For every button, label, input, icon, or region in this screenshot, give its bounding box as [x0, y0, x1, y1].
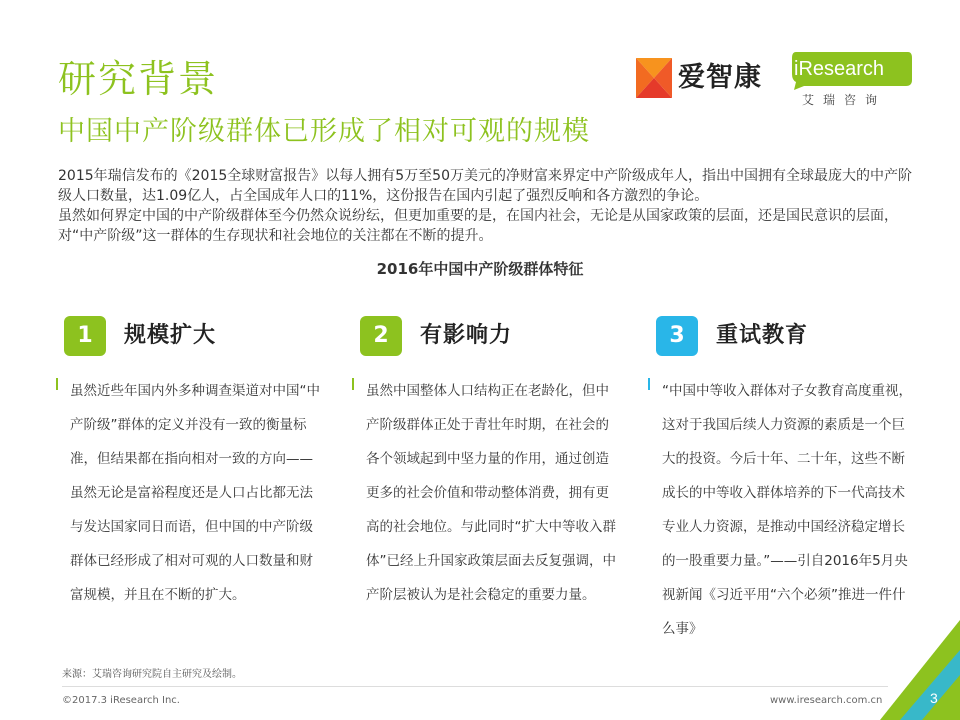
page-subtitle: 中国中产阶级群体已形成了相对可观的规模 — [58, 116, 590, 147]
feature-label: 规模扩大 — [124, 323, 217, 348]
aizhikang-logo-text: 爱智康 — [678, 62, 762, 93]
feature-description: “中国中等收入群体对子女教育高度重视，这对于我国后续人力资源的素质是一个巨大的投资。今后十年、二十年，这些不断成长的中等收入群体培养的下一代高技术专业人力资源，是推动中国经济稳定增长的一股重要力量。”——引自2016年5月央视新闻《习近平用“六个必须”推进一件什么事》 — [662, 383, 912, 637]
intro-paragraph-1: 2015年瑞信发布的《2015全球财富报告》以每人拥有5万至50万美元的净财富来界定中产阶级成年人，指出中国拥有全球最庞大的中产阶级人口数量，达1.09亿人，占全国成年人口的11%，这份报告在国内引起了强烈反响和各方激烈的争论。 — [58, 168, 912, 204]
quote-bar-icon — [648, 378, 650, 390]
intro-text — [58, 166, 918, 246]
iresearch-logo-text: iResearch — [794, 58, 885, 80]
quote-bar-icon — [56, 378, 58, 390]
iresearch-logo-cn: 艾瑞咨询 — [802, 93, 887, 107]
feature-number-badge: 1 — [64, 316, 106, 356]
corner-decoration-icon — [880, 620, 960, 720]
feature-card-education — [656, 316, 926, 646]
feature-label: 有影响力 — [420, 323, 513, 348]
page-title: 研究背景 — [58, 57, 219, 101]
footer-divider — [62, 686, 888, 687]
iresearch-logo — [790, 50, 920, 112]
feature-description: 虽然中国整体人口结构正在老龄化，但中产阶级群体正处于青壮年时期，在社会的各个领域起到中坚力量的作用，通过创造更多的社会价值和带动整体消费，拥有更高的社会地位。与此同时“扩大中等收入群体”已经上升国家政策层面去反复强调，中产阶层被认为是社会稳定的重要力量。 — [366, 383, 616, 603]
feature-description: 虽然近些年国内外多种调查渠道对中国“中产阶级”群体的定义并没有一致的衡量标准，但结果都在指向相对一致的方向——虽然无论是富裕程度还是人口占比都无法与发达国家同日而语，但中国的中产阶级群体已经形成了相对可观的人口数量和财富规模，并且在不断的扩大。 — [70, 383, 320, 603]
page-number: 3 — [930, 690, 938, 706]
quote-bar-icon — [352, 378, 354, 390]
source-note: 来源：艾瑞咨询研究院自主研究及绘制。 — [62, 669, 242, 680]
copyright-text: ©2017.3 iResearch Inc. — [62, 695, 180, 706]
website-url: www.iresearch.com.cn — [770, 695, 883, 706]
feature-number-badge: 3 — [656, 316, 698, 356]
aizhikang-mark-icon — [636, 58, 672, 98]
section-title: 2016年中国中产阶级群体特征 — [376, 260, 584, 278]
feature-number-badge: 2 — [360, 316, 402, 356]
aizhikang-logo — [636, 58, 776, 102]
feature-label: 重试教育 — [716, 323, 809, 348]
feature-card-scale — [64, 316, 334, 646]
feature-card-influence — [360, 316, 630, 646]
intro-paragraph-2: 虽然如何界定中国的中产阶级群体至今仍然众说纷纭，但更加重要的是，在国内社会，无论是从国家政策的层面，还是国民意识的层面，对“中产阶级”这一群体的生存现状和社会地位的关注都在不断的提升。 — [58, 208, 898, 244]
